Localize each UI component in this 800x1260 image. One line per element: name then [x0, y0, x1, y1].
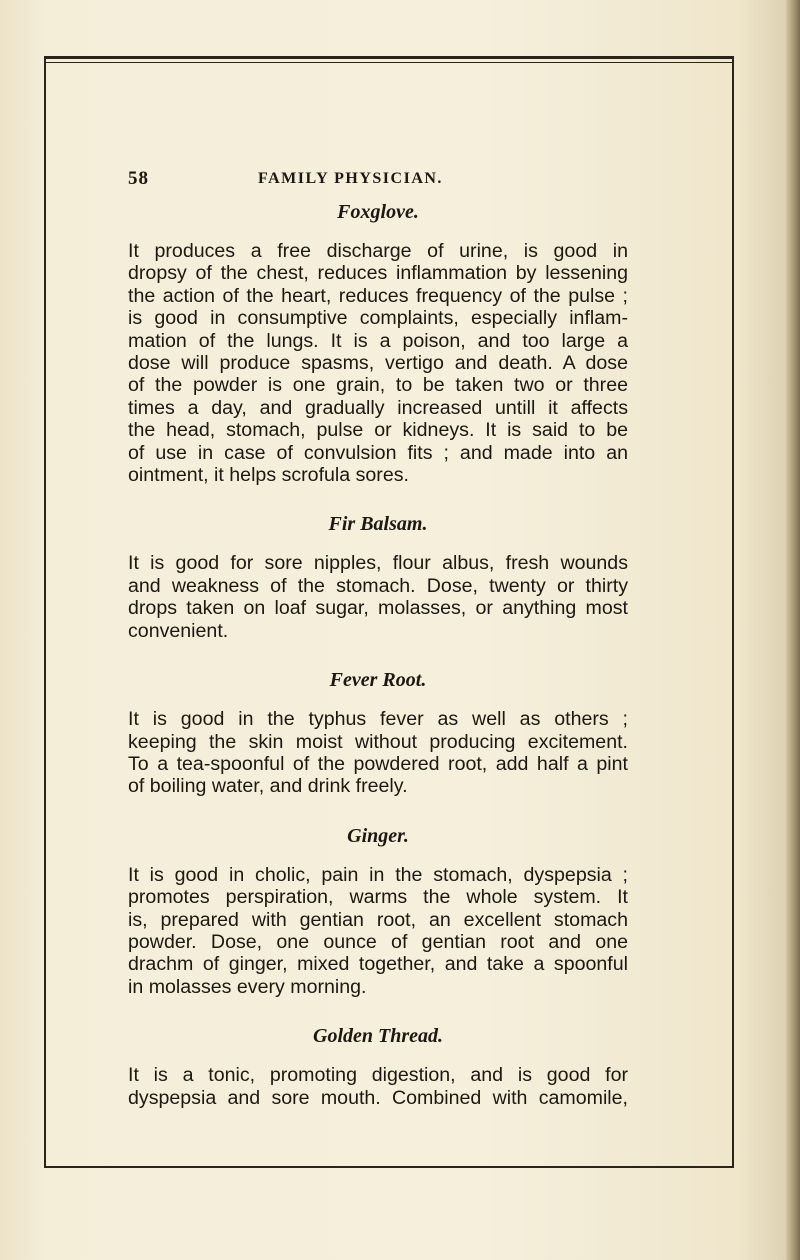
- section-heading-ginger: Ginger.: [347, 824, 409, 847]
- text-line: is good in consumptive complaints, especially inflam-: [128, 307, 628, 330]
- text-line: It is a tonic, promoting digestion, and is good for: [128, 1064, 628, 1087]
- section-body-foxglove: [128, 240, 628, 486]
- text-line: the action of the heart, reduces frequency of the pulse ;: [128, 284, 628, 307]
- page-border-bottom: [44, 1166, 734, 1168]
- section-body-fever-root: [128, 708, 628, 798]
- page-border-left: [44, 56, 46, 1168]
- section-heading-fir-balsam: Fir Balsam.: [328, 513, 428, 536]
- text-line: of boiling water, and drink freely.: [128, 775, 408, 798]
- text-line: powder. Dose, one ounce of gentian root and one: [128, 930, 628, 953]
- text-line: dyspepsia and sore mouth. Combined with camomile,: [128, 1086, 628, 1109]
- page-border-top: [44, 56, 734, 59]
- page-body: [128, 200, 628, 1135]
- text-line: drachm of ginger, mixed together, and take a spoonful: [128, 953, 628, 976]
- text-line: dose will produce spasms, vertigo and death. A dose: [128, 352, 628, 375]
- text-line: of the powder is one grain, to be taken two or three: [128, 374, 628, 397]
- book-binding-edge: [786, 0, 800, 1260]
- text-line: and weakness of the stomach. Dose, twenty or thirty: [128, 574, 628, 597]
- text-line: ointment, it helps scrofula sores.: [128, 464, 409, 487]
- page-border-top-inner: [44, 62, 734, 63]
- text-line: convenient.: [128, 619, 229, 642]
- section-heading-golden-thread: Golden Thread.: [313, 1025, 443, 1048]
- page-number: 58: [128, 168, 149, 189]
- text-line: the head, stomach, pulse or kidneys. It is said to be: [128, 419, 628, 442]
- section-heading-fever-root: Fever Root.: [329, 669, 427, 692]
- text-line: keeping the skin moist without producing excitement.: [128, 730, 628, 753]
- text-line: times a day, and gradually increased untill it affects: [128, 396, 628, 419]
- text-line: is, prepared with gentian root, an excellent stomach: [128, 908, 628, 931]
- text-line: It produces a free discharge of urine, is good in: [128, 240, 628, 262]
- text-line: It is good in cholic, pain in the stomach, dyspepsia ;: [128, 863, 628, 886]
- section-body-fir-balsam: [128, 552, 628, 642]
- text-line: dropsy of the chest, reduces inflammation by lessening: [128, 262, 628, 285]
- page-border-right: [732, 56, 734, 1168]
- running-title: FAMILY PHYSICIAN.: [258, 170, 443, 187]
- text-line: promotes perspiration, warms the whole system. It: [128, 886, 628, 909]
- running-head: [128, 168, 588, 192]
- text-line: in molasses every morning.: [128, 975, 367, 998]
- text-line: To a tea-spoonful of the powdered root, add half a pint: [128, 752, 628, 775]
- section-body-ginger: [128, 864, 628, 998]
- text-line: It is good for sore nipples, flour albus, fresh wounds: [128, 552, 628, 575]
- section-body-golden-thread: [128, 1064, 628, 1109]
- text-line: drops taken on loaf sugar, molasses, or anything most: [128, 597, 628, 620]
- section-heading-foxglove: Foxglove.: [337, 201, 419, 223]
- text-line: of use in case of convulsion fits ; and made into an: [128, 441, 628, 464]
- text-line: mation of the lungs. It is a poison, and too large a: [128, 329, 628, 352]
- text-line: It is good in the typhus fever as well as others ;: [128, 708, 628, 731]
